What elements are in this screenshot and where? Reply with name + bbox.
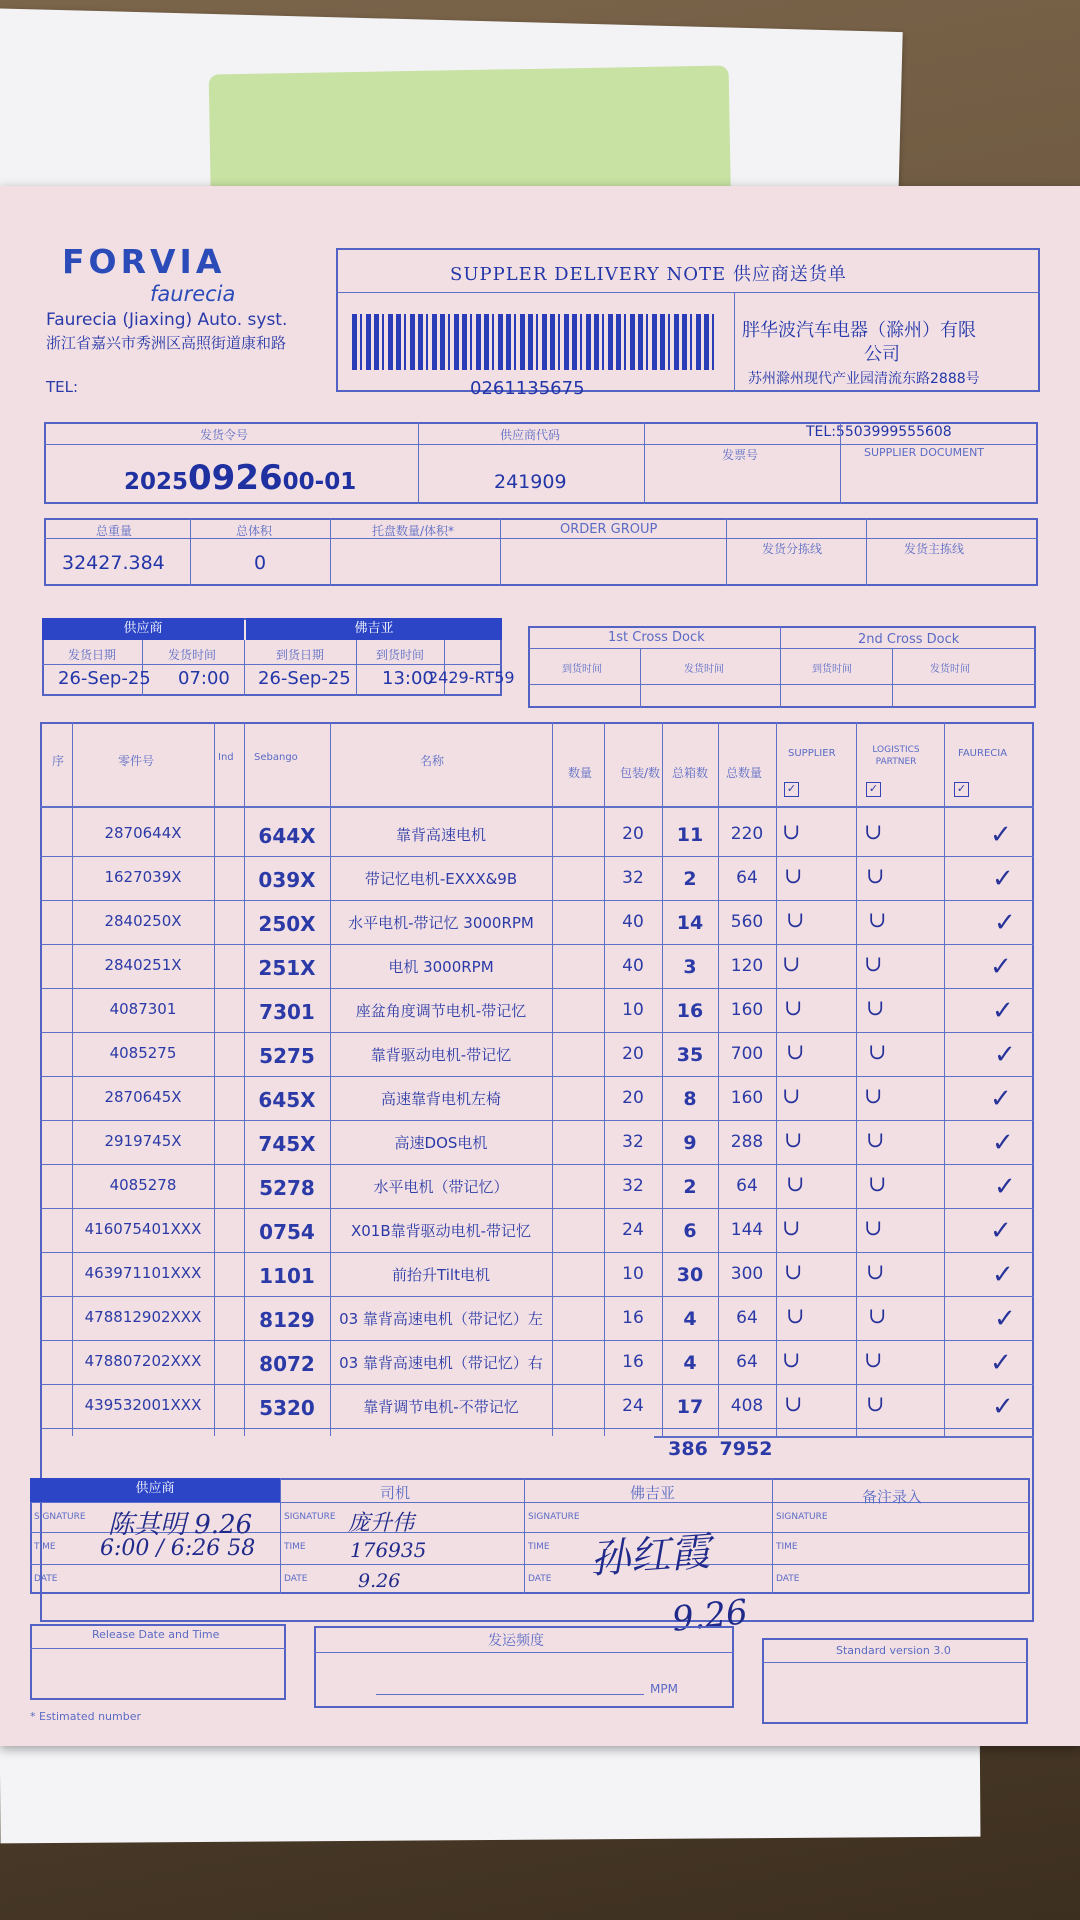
footer-other-header: 备注录入	[862, 1488, 923, 1506]
transport-hdiv	[314, 1652, 734, 1653]
sched-hdiv	[42, 664, 502, 665]
total-qty: 408	[730, 1396, 764, 1416]
company-name: Faurecia (Jiaxing) Auto. syst.	[46, 310, 288, 330]
part-name: 带记忆电机-EXXX&9B	[364, 870, 518, 888]
row-divider	[40, 1428, 1034, 1429]
supplier-check-icon: ∪	[784, 996, 803, 1021]
total-qty: 288	[730, 1132, 764, 1152]
part-name: 高速靠背电机左椅	[380, 1090, 501, 1108]
logistics-check-icon: ∪	[864, 1216, 883, 1241]
footer-supplier-header: 供应商	[30, 1478, 280, 1502]
time-label-1: TIME	[34, 1542, 56, 1552]
ship-date-label: 发货日期	[68, 648, 117, 662]
box-count: 11	[676, 824, 704, 846]
supplier-check-icon: ∪	[786, 1304, 805, 1329]
logistics-check-icon: ∪	[864, 1348, 883, 1373]
total-qty: 560	[730, 912, 764, 932]
logistics-check-icon: ∪	[864, 820, 883, 845]
table-col-line	[72, 722, 73, 1436]
part-name: X01B靠背驱动电机-带记忆	[350, 1222, 532, 1240]
part-name: 电机 3000RPM	[388, 958, 494, 976]
row-divider	[40, 1384, 1034, 1385]
dispatch-no-label: 发货令号	[200, 428, 249, 442]
faurecia-check-icon: ✓	[990, 1216, 1012, 1246]
pack-qty: 32	[622, 1132, 644, 1152]
col-faurecia-check: FAURECIA	[958, 748, 1008, 759]
time-label-4: TIME	[776, 1542, 798, 1552]
table-header-divider	[40, 806, 1034, 808]
part-number: 463971101XXX	[84, 1264, 202, 1282]
info1-div3	[840, 422, 841, 504]
logistics-check-icon: ∪	[866, 1128, 885, 1153]
mpm-line	[376, 1694, 644, 1695]
supplier-check-icon: ∪	[782, 820, 801, 845]
info2-div1	[190, 518, 191, 586]
row-divider	[40, 944, 1034, 945]
part-number: 416075401XXX	[84, 1220, 202, 1238]
part-name: 03 靠背高速电机（带记忆）右	[339, 1354, 543, 1372]
row-divider	[40, 988, 1034, 989]
sebango: 5278	[259, 1176, 315, 1200]
ship-time-value: 07:00	[178, 668, 230, 689]
supplier-checkbox-icon[interactable]: ✓	[784, 782, 799, 797]
faurecia-check-icon: ✓	[994, 908, 1016, 938]
info2-hdiv	[44, 538, 1038, 539]
row-divider	[40, 1120, 1034, 1121]
sebango: 7301	[259, 1000, 315, 1024]
mpm-label: MPM	[650, 1682, 678, 1696]
pack-qty: 32	[622, 1176, 644, 1196]
part-number: 2870644X	[104, 824, 182, 842]
total-qty: 64	[736, 1308, 758, 1328]
pallet-label: 托盘数量/体积*	[372, 524, 455, 538]
table-col-line	[662, 722, 663, 1436]
part-number: 478812902XXX	[84, 1308, 202, 1326]
sig-label-1: SIGNATURE	[34, 1512, 86, 1522]
faurecia-check-icon: ✓	[992, 1128, 1014, 1158]
dispatch-no-value: 2025092600-01	[124, 458, 357, 498]
faurecia-check-icon: ✓	[990, 952, 1012, 982]
supplier-check-icon: ∪	[784, 864, 803, 889]
total-volume-label: 总体积	[236, 524, 273, 538]
transport-label: 发运频度	[488, 1633, 544, 1649]
ship-time-label: 发货时间	[168, 648, 217, 662]
col-sebango: Sebango	[254, 752, 298, 763]
pack-qty: 20	[622, 824, 644, 844]
faurecia-check-icon: ✓	[992, 1260, 1014, 1290]
total-volume-value: 0	[254, 552, 267, 574]
table-col-line	[244, 722, 245, 1436]
box-count: 2	[683, 868, 697, 890]
delivery-note	[0, 186, 1080, 1746]
supplier-check-icon: ∪	[786, 1040, 805, 1065]
barcode-icon	[352, 314, 714, 370]
standard-hdiv	[762, 1662, 1028, 1663]
logistics-check-icon: ∪	[866, 996, 885, 1021]
pack-qty: 40	[622, 956, 644, 976]
info2-div4	[726, 518, 727, 586]
col-supplier-check: SUPPLIER	[788, 748, 836, 759]
order-group-label: ORDER GROUP	[560, 522, 658, 537]
sched-div2	[244, 640, 245, 696]
barcode-number: 0261135675	[470, 378, 585, 399]
supplier-check-icon: ∪	[784, 1392, 803, 1417]
table-col-line	[856, 722, 857, 1436]
receiver-signature: 孙红霞	[588, 1528, 712, 1584]
faurecia-checkbox-icon[interactable]: ✓	[954, 782, 969, 797]
cd1-ship-label: 发货时间	[684, 664, 724, 675]
logistics-check-icon: ∪	[866, 864, 885, 889]
cd2-ship-label: 发货时间	[930, 664, 970, 675]
box-count: 9	[683, 1132, 697, 1154]
ship-date-value: 26-Sep-25	[58, 668, 151, 689]
receiver-date-handwritten: 9.26	[670, 1592, 750, 1640]
col-pack: 包装/数	[620, 766, 661, 780]
pack-qty: 32	[622, 868, 644, 888]
col-part-number: 零件号	[118, 754, 155, 768]
sig-div3	[772, 1478, 773, 1594]
time-label-3: TIME	[528, 1542, 550, 1552]
title-divider	[336, 292, 1040, 293]
pack-qty: 20	[622, 1044, 644, 1064]
info1-div2	[644, 422, 645, 504]
col-total: 总数量	[726, 766, 763, 780]
box-count: 4	[683, 1308, 697, 1330]
total-weight-value: 32427.384	[62, 552, 165, 574]
box-count: 4	[683, 1352, 697, 1374]
box-count: 35	[676, 1044, 704, 1066]
table-col-line	[718, 722, 719, 1436]
pack-qty: 24	[622, 1220, 644, 1240]
faurecia-check-icon: ✓	[994, 1172, 1016, 1202]
table-col-line	[330, 722, 331, 1436]
part-number: 2870645X	[104, 1088, 182, 1106]
driver-id-handwritten: 176935	[350, 1538, 427, 1562]
box-count: 3	[683, 956, 697, 978]
faurecia-check-icon: ✓	[990, 1348, 1012, 1378]
row-divider	[40, 1032, 1034, 1033]
supplier-check-icon: ∪	[784, 1260, 803, 1285]
cd2-arrival-label: 到货时间	[812, 664, 852, 675]
date-label-1: DATE	[34, 1574, 58, 1584]
box-count: 30	[676, 1264, 704, 1286]
release-label: Release Date and Time	[92, 1628, 220, 1641]
dispatch-line-label: 发货分拣线	[762, 542, 823, 556]
table-col-line	[944, 722, 945, 1436]
date-label-2: DATE	[284, 1574, 308, 1584]
cd-hdiv2	[528, 684, 1036, 685]
driver-date-handwritten: 9.26	[358, 1570, 401, 1592]
date-label-4: DATE	[776, 1574, 800, 1584]
col-boxes: 总箱数	[672, 766, 709, 780]
supplier-code-value: 241909	[494, 471, 567, 493]
total-qty: 220	[730, 824, 764, 844]
part-name: 高速DOS电机	[394, 1134, 488, 1152]
title-vdivider	[734, 292, 735, 392]
part-name: 靠背高速电机	[395, 826, 486, 844]
logistics-checkbox-icon[interactable]: ✓	[866, 782, 881, 797]
row-divider	[40, 900, 1034, 901]
total-qty: 300	[730, 1264, 764, 1284]
arrival-date-label: 到货日期	[276, 648, 325, 662]
supplier-check-icon: ∪	[784, 1128, 803, 1153]
cd-hdiv1	[528, 648, 1036, 649]
total-qty: 64	[736, 1176, 758, 1196]
row-divider	[40, 1296, 1034, 1297]
supplier-name-line2: 公司	[864, 344, 900, 365]
logo-forvia: FORVIA	[62, 242, 226, 281]
row-divider	[40, 1208, 1034, 1209]
info1-hdiv	[44, 444, 1038, 445]
table-col-line	[552, 722, 553, 1436]
sum-total: 7952	[719, 1438, 773, 1460]
footer-driver-header: 司机	[380, 1484, 411, 1502]
faurecia-check-icon: ✓	[994, 1304, 1016, 1334]
total-qty: 160	[730, 1000, 764, 1020]
logistics-check-icon: ∪	[868, 1172, 887, 1197]
faurecia-check-icon: ✓	[990, 820, 1012, 850]
faurecia-check-icon: ✓	[990, 1084, 1012, 1114]
row-divider	[40, 1076, 1034, 1077]
part-number: 439532001XXX	[84, 1396, 202, 1414]
col-ind: Ind	[218, 752, 234, 763]
sebango: 5275	[259, 1044, 315, 1068]
footer-receiver-header: 佛吉亚	[630, 1484, 676, 1502]
faurecia-check-icon: ✓	[992, 996, 1014, 1026]
arrival-time-label: 到货时间	[376, 648, 425, 662]
supplier-check-icon: ∪	[782, 1084, 801, 1109]
sig-hdiv3	[30, 1564, 1030, 1565]
col-no: 序	[52, 754, 65, 768]
pack-qty: 16	[622, 1352, 644, 1372]
logistics-check-icon: ∪	[868, 1040, 887, 1065]
part-number: 1627039X	[104, 868, 182, 886]
supplier-time-handwritten: 6:00 / 6:26 58	[100, 1536, 256, 1561]
cd-div3	[892, 648, 893, 708]
supplier-address: 苏州滁州现代产业园清流东路2888号	[748, 371, 980, 387]
part-name: 靠背调节电机-不带记忆	[363, 1398, 519, 1416]
dispatch-main-line-label: 发货主拣线	[904, 542, 965, 556]
estimated-note: * Estimated number	[30, 1710, 141, 1723]
box-count: 17	[676, 1396, 704, 1418]
total-qty: 160	[730, 1088, 764, 1108]
sebango: 644X	[258, 824, 316, 848]
pack-qty: 10	[622, 1000, 644, 1020]
release-hdiv	[30, 1648, 286, 1649]
total-qty: 700	[730, 1044, 764, 1064]
faurecia-check-icon: ✓	[992, 864, 1014, 894]
row-divider	[40, 1340, 1034, 1341]
part-name: 水平电机-带记忆 3000RPM	[348, 914, 534, 932]
sebango: 5320	[259, 1396, 315, 1420]
supplier-signature: 陈其明 9.26	[108, 1510, 253, 1540]
info2-div2	[330, 518, 331, 586]
faurecia-check-icon: ✓	[992, 1392, 1014, 1422]
table-col-line	[604, 722, 605, 1436]
info2-div3	[500, 518, 501, 586]
cd-div2	[640, 648, 641, 708]
sched-div3	[356, 640, 357, 696]
sebango: 039X	[258, 868, 316, 892]
supplier-document-label: SUPPLIER DOCUMENT	[864, 446, 985, 459]
table-col-line	[776, 722, 777, 1436]
info1-div1	[418, 422, 419, 504]
part-name: 水平电机（带记忆）	[373, 1178, 509, 1196]
box-count: 2	[683, 1176, 697, 1198]
sebango: 0754	[259, 1220, 315, 1244]
part-number: 4085278	[109, 1176, 177, 1194]
part-name: 靠背驱动电机-带记忆	[370, 1046, 512, 1064]
pack-qty: 20	[622, 1088, 644, 1108]
box-count: 8	[683, 1088, 697, 1110]
sig-div2	[524, 1478, 525, 1594]
col-quantity: 数量	[568, 766, 593, 780]
logistics-check-icon: ∪	[866, 1260, 885, 1285]
pack-qty: 24	[622, 1396, 644, 1416]
dock-value: 2429-RT59	[428, 668, 515, 687]
schedule-receiver-header: 佛吉亚	[246, 618, 502, 640]
company-address: 浙江省嘉兴市秀洲区高照街道康和路	[46, 334, 287, 352]
time-label-2: TIME	[284, 1542, 306, 1552]
cd1-arrival-label: 到货时间	[562, 664, 602, 675]
first-cross-dock: 1st Cross Dock	[608, 630, 705, 645]
total-qty: 144	[730, 1220, 764, 1240]
col-name: 名称	[420, 754, 445, 768]
sebango: 1101	[259, 1264, 315, 1288]
part-number: 2840251X	[104, 956, 182, 974]
info-row2-box	[44, 518, 1038, 586]
row-divider	[40, 1164, 1034, 1165]
arrival-date-value: 26-Sep-25	[258, 668, 351, 689]
invoice-label: 发票号	[722, 448, 759, 462]
total-qty: 64	[736, 1352, 758, 1372]
part-number: 478807202XXX	[84, 1352, 202, 1370]
logo-faurecia: faurecia	[150, 282, 236, 306]
supplier-check-icon: ∪	[782, 1216, 801, 1241]
row-divider	[40, 856, 1034, 857]
table-col-line	[214, 722, 215, 1436]
part-number: 4087301	[109, 1000, 177, 1018]
pack-qty: 40	[622, 912, 644, 932]
part-number: 4085275	[109, 1044, 177, 1062]
supplier-tel: TEL:5503999555608	[806, 424, 952, 440]
col-logistics-check: LOGISTICS PARTNER	[872, 745, 920, 767]
part-number: 2919745X	[104, 1132, 182, 1150]
sig-label-3: SIGNATURE	[528, 1512, 580, 1522]
row-divider	[40, 1252, 1034, 1253]
sum-boxes: 386	[668, 1438, 708, 1460]
box-count: 14	[676, 912, 704, 934]
sebango: 645X	[258, 1088, 316, 1112]
sebango: 8072	[259, 1352, 315, 1376]
supplier-check-icon: ∪	[782, 952, 801, 977]
logistics-check-icon: ∪	[864, 952, 883, 977]
part-number: 2840250X	[104, 912, 182, 930]
sebango: 745X	[258, 1132, 316, 1156]
date-label-3: DATE	[528, 1574, 552, 1584]
logistics-check-icon: ∪	[866, 1392, 885, 1417]
arrival-time-value: 13:00	[382, 668, 434, 689]
total-qty: 64	[736, 868, 758, 888]
sig-label-2: SIGNATURE	[284, 1512, 336, 1522]
pack-qty: 10	[622, 1264, 644, 1284]
total-weight-label: 总重量	[96, 524, 133, 538]
supplier-check-icon: ∪	[786, 908, 805, 933]
total-qty: 120	[730, 956, 764, 976]
standard-version: Standard version 3.0	[836, 1644, 951, 1657]
pack-qty: 16	[622, 1308, 644, 1328]
logistics-check-icon: ∪	[868, 1304, 887, 1329]
second-cross-dock: 2nd Cross Dock	[858, 632, 960, 647]
logistics-check-icon: ∪	[868, 908, 887, 933]
supplier-check-icon: ∪	[786, 1172, 805, 1197]
sebango: 251X	[258, 956, 316, 980]
part-name: 前抬升Tilt电机	[392, 1266, 490, 1284]
sebango: 8129	[259, 1308, 315, 1332]
tel-label: TEL:	[46, 378, 79, 396]
part-name: 03 靠背高速电机（带记忆）左	[339, 1310, 543, 1328]
info2-div5	[866, 518, 867, 586]
logistics-check-icon: ∪	[864, 1084, 883, 1109]
sebango: 250X	[258, 912, 316, 936]
document-title: SUPPLER DELIVERY NOTE 供应商送货单	[450, 264, 847, 285]
part-name: 座盆角度调节电机-带记忆	[355, 1002, 527, 1020]
supplier-check-icon: ∪	[782, 1348, 801, 1373]
schedule-supplier-header: 供应商	[42, 618, 244, 640]
supplier-name-line1: 胖华波汽车电器（滁州）有限	[742, 320, 976, 341]
box-count: 6	[683, 1220, 697, 1242]
sig-div1	[280, 1478, 281, 1594]
supplier-code-label: 供应商代码	[500, 428, 561, 442]
driver-signature: 庞升伟	[348, 1511, 415, 1536]
box-count: 16	[676, 1000, 704, 1022]
cd-div1	[780, 626, 781, 708]
faurecia-check-icon: ✓	[994, 1040, 1016, 1070]
sig-label-4: SIGNATURE	[776, 1512, 828, 1522]
